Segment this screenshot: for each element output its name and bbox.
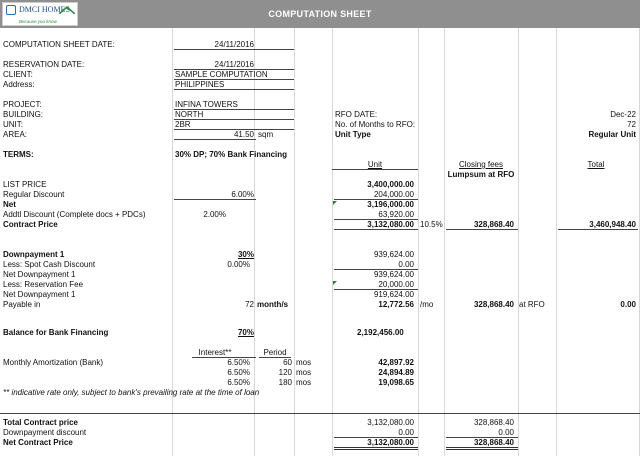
reservation-date: 24/11/2016 [214,60,254,69]
net-downpayment: 939,624.00 [373,270,414,279]
net-downpayment-label: Net Downpayment 1 [3,270,76,279]
grid-line [418,28,419,456]
closing-pct: 10.5% [420,220,443,229]
monthly-amortization-label: Monthly Amortization (Bank) [3,358,104,367]
rfo-date-label: RFO DATE: [335,110,378,119]
amortization-period: 180 [278,378,292,387]
spot-discount-pct: 0.00% [227,260,250,269]
grid-line [332,28,333,456]
closing-fee: 328,868.40 [473,220,514,229]
bank-financing-label: Balance for Bank Financing [3,328,109,337]
net-contract: 3,132,080.00 [367,438,414,447]
building-value: NORTH [175,110,204,119]
computation-date-label: COMPUTATION SHEET DATE: [3,40,115,49]
building-label: BUILDING: [3,110,44,119]
amortization-rate: 6.50% [227,358,250,367]
downpayment-amount: 939,624.00 [373,250,414,259]
dp-discount: 0.00 [398,428,414,437]
computation-date: 24/11/2016 [214,40,254,49]
dp-discount-label: Downpayment discount [3,428,87,437]
contract-price: 3,132,080.00 [367,220,414,229]
unit-label: UNIT: [3,120,23,129]
spot-discount: 0.00 [398,260,414,269]
project-label: PROJECT: [3,100,42,109]
underline [174,139,256,140]
grid-line [556,28,557,456]
underline [174,199,256,200]
area-label: AREA: [3,130,28,139]
total-price: 3,460,948.40 [589,220,636,229]
amortization-rate: 6.50% [227,368,250,377]
net-price: 3,196,000.00 [367,200,414,209]
double-underline [446,447,518,450]
amortization-amount: 24,894.89 [378,368,414,377]
client-value: SAMPLE COMPUTATION [175,70,268,79]
regular-discount: 204,000.00 [373,190,414,199]
column-total: Total [587,160,605,169]
bank-financing-pct: 70% [237,328,254,337]
reservation-date-label: RESERVATION DATE: [3,60,85,69]
underline [174,49,294,50]
unit-type: Regular Unit [588,130,636,139]
unit-type-label: Unit Type [335,130,371,139]
terms-value: 30% DP; 70% Bank Financing [175,150,288,159]
payable-months: 72 [245,300,254,309]
net-downpayment-2: 919,624.00 [373,290,414,299]
summary-divider [0,413,640,414]
payable-unit: month/s [257,300,289,309]
address-value: PHILIPPINES [175,80,225,89]
address-label: Address: [3,80,35,89]
amortization-period-unit: mos [296,368,312,377]
interest-header: Interest** [198,348,232,357]
reservation-fee-label: Less: Reservation Fee [3,280,84,289]
addtl-discount: 63,920.00 [378,210,414,219]
logo-name: DMCI HOMES [19,5,70,14]
amortization-period-unit: mos [296,358,312,367]
grid-line [444,28,445,456]
regular-discount-label: Regular Discount [3,190,65,199]
amortization-period-unit: mos [296,378,312,387]
total-contract: 3,132,080.00 [367,418,414,427]
underline [334,229,418,230]
underline [446,229,518,230]
downpayment-label: Downpayment 1 [3,250,65,259]
column-closing-fees: Closing fees [458,160,504,169]
period-header: Period [263,348,287,357]
sheet-title: COMPUTATION SHEET [268,9,372,19]
monthly-downpayment: 12,772.56 [378,300,414,309]
area-value: 41.50 [233,130,254,139]
at-rfo-label: at RFO [519,300,545,309]
amortization-period: 120 [278,368,292,377]
list-price: 3,400,000.00 [367,180,414,189]
dp-discount-fee: 0.00 [498,428,514,437]
client-label: CLIENT: [3,70,33,79]
addtl-discount-label: Addtl Discount (Complete docs + PDCs) [3,210,146,219]
amortization-amount: 19,098.65 [378,378,414,387]
terms-label: TERMS: [3,150,34,159]
months-to-rfo: 72 [627,120,636,129]
contract-price-label: Contract Price [3,220,58,229]
dp-closing-fee: 328,868.40 [473,300,514,309]
total-contract-fee: 328,868.40 [473,418,514,427]
area-unit: sqm [258,130,274,139]
column-unit: Unit [367,160,383,169]
payable-in-label: Payable in [3,300,41,309]
project-value: INFINA TOWERS [175,100,238,109]
rfo-date: Dec-22 [610,110,636,119]
grid-line [294,28,295,456]
months-to-rfo-label: No. of Months to RFO: [335,120,416,129]
bank-financing-amount: 2,192,456.00 [357,328,404,337]
underline [174,119,294,120]
grid-line [518,28,519,456]
underline [332,169,418,170]
double-underline [334,447,418,450]
underline [174,89,294,90]
underline [558,229,638,230]
addtl-discount-pct: 2.00% [203,210,226,219]
net-downpayment-2-label: Net Downpayment 1 [3,290,76,299]
reservation-fee: 20,000.00 [378,280,414,289]
interest-note: ** indicative rate only, subject to bank's prevailing rate at the time of loan [3,388,260,397]
spot-discount-label: Less: Spot Cash Discount [3,260,96,269]
sheet-header [0,0,640,28]
amortization-amount: 42,897.92 [378,358,414,367]
total-contract-label: Total Contract price [3,418,78,427]
list-price-label: LIST PRICE [3,180,47,189]
logo-tagline: Because you know. [19,19,58,24]
downpayment-pct: 30% [237,250,254,259]
net-label: Net [3,200,16,209]
regular-discount-pct: 6.00% [231,190,254,199]
unit-value: 2BR [175,120,191,129]
per-month: /mo [420,300,434,309]
amortization-period: 60 [283,358,292,367]
amortization-rate: 6.50% [227,378,250,387]
column-lumpsum: Lumpsum at RFO [447,170,515,179]
net-contract-label: Net Contract Price [3,438,73,447]
net-contract-fee: 328,868.40 [473,438,514,447]
at-rfo-total: 0.00 [620,300,636,309]
